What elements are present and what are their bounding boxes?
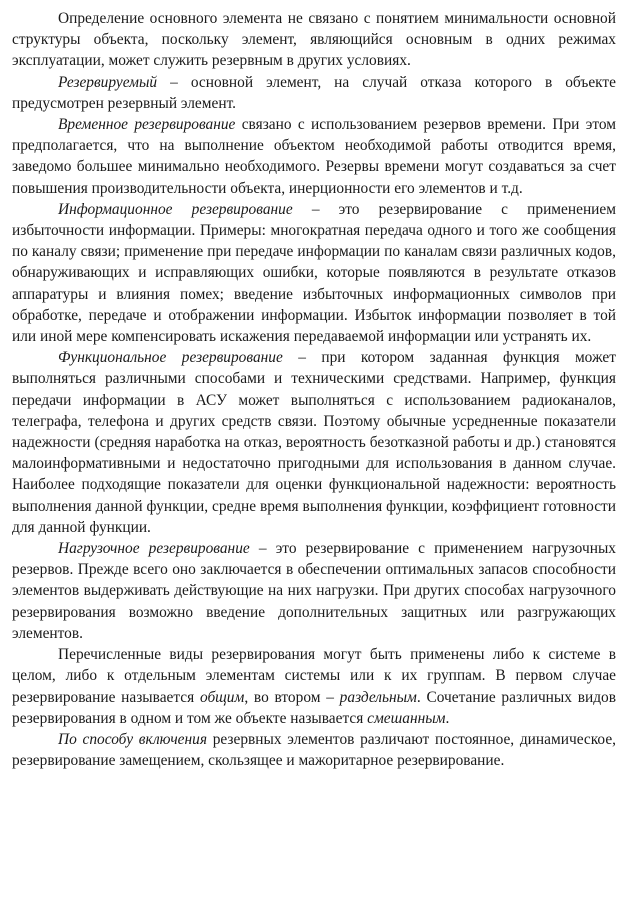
paragraph-text: – это резервирование с применением нагрузочных резервов. Прежде всего оно заключается в обеспечении оптимальных запасов способности элементов выдерживать действующие на них нагрузки. При других способах нагрузочного резервирования возможно введение дополнительных защитных или разгружающих элементов.: [12, 540, 616, 642]
paragraph-information-redundancy: [12, 199, 616, 347]
term-italic: Резервируемый: [58, 73, 158, 91]
paragraph-text: .: [445, 709, 450, 727]
paragraph-text: – это резервирование с применением избыточности информации. Примеры: многократная передача одного и того же сообщения по каналу связи; применение при передаче информации по каналам связи различных кодов, обнаруживающих и исправляющих ошибки, которые появляются в результате отказов аппаратуры и влияния помех; введение избыточных информационных символов при обработке, передаче и отображении информации. Избыток информации позволяет в той или иной мере компенсировать искажения передаваемой информации или устранять их.: [12, 200, 616, 346]
paragraph-text: резервных элементов различают постоянное, динамическое, резервирование замещением, скользящее и мажоритарное резервирование.: [12, 730, 616, 770]
paragraph-redundancy-scope: [12, 644, 616, 729]
term-italic: общим: [199, 688, 245, 706]
term-italic: По способу включения: [58, 730, 207, 748]
term-italic: смешанным: [367, 709, 446, 727]
paragraph-time-redundancy: [12, 114, 616, 199]
paragraph-text: , во втором –: [244, 688, 340, 706]
term-italic: раздельным: [339, 688, 417, 706]
paragraph-reserved-element: [12, 72, 616, 114]
paragraph-load-redundancy: [12, 538, 616, 644]
paragraph-inclusion-method: [12, 729, 616, 771]
term-italic: Нагрузочное резервирование: [58, 540, 250, 558]
paragraph-text: связано с использованием резервов времени. При этом предполагается, что на выполнение объектом необходимой работы отводится время, заведомо большее минимально необходимого. Резервы времени могут создаваться за счет повышения производительности объекта, инерционности его элементов и т.д.: [12, 116, 616, 197]
document-page: [12, 8, 616, 771]
paragraph-functional-redundancy: [12, 347, 616, 538]
term-italic: Информационное резервирование: [58, 200, 293, 218]
paragraph-text: Определение основного элемента не связано с понятием минимальности основной структуры объекта, поскольку элемент, являющийся основным в одних режимах эксплуатации, может служить резервным в других условиях.: [12, 10, 616, 70]
paragraph-text: Перечисленные виды резервирования могут быть применены либо к системе в целом, либо к отдельным элементам системы или к их группам. В первом случае резервирование называется: [12, 646, 616, 706]
paragraph-text: – основной элемент, на случай отказа которого в объекте предусмотрен резервный элемент.: [12, 73, 616, 112]
term-italic: Функциональное резервирование: [58, 349, 283, 367]
paragraph-text: . Сочетание различных видов резервирования в одном и том же объекте называется: [12, 688, 616, 727]
term-italic: Временное резервирование: [58, 116, 236, 134]
paragraph-text: – при котором заданная функция может выполняться различными способами и техническими средствами. Например, функция передачи информации в АСУ может выполняться с использованием радиоканалов, телеграфа, телефона и других средств связи. Поэтому обычные усредненные показатели надежности (средняя наработка на отказ, вероятность безотказной работы и др.) становятся малоинформативными и недостаточно пригодными для использования в данном случае. Наиболее подходящие показатели для оценки функциональной надежности: вероятность выполнения данной функции, средне время выполнения функции, коэффициент готовности для данной функции.: [12, 349, 616, 536]
paragraph-main-element-definition: [12, 8, 616, 72]
